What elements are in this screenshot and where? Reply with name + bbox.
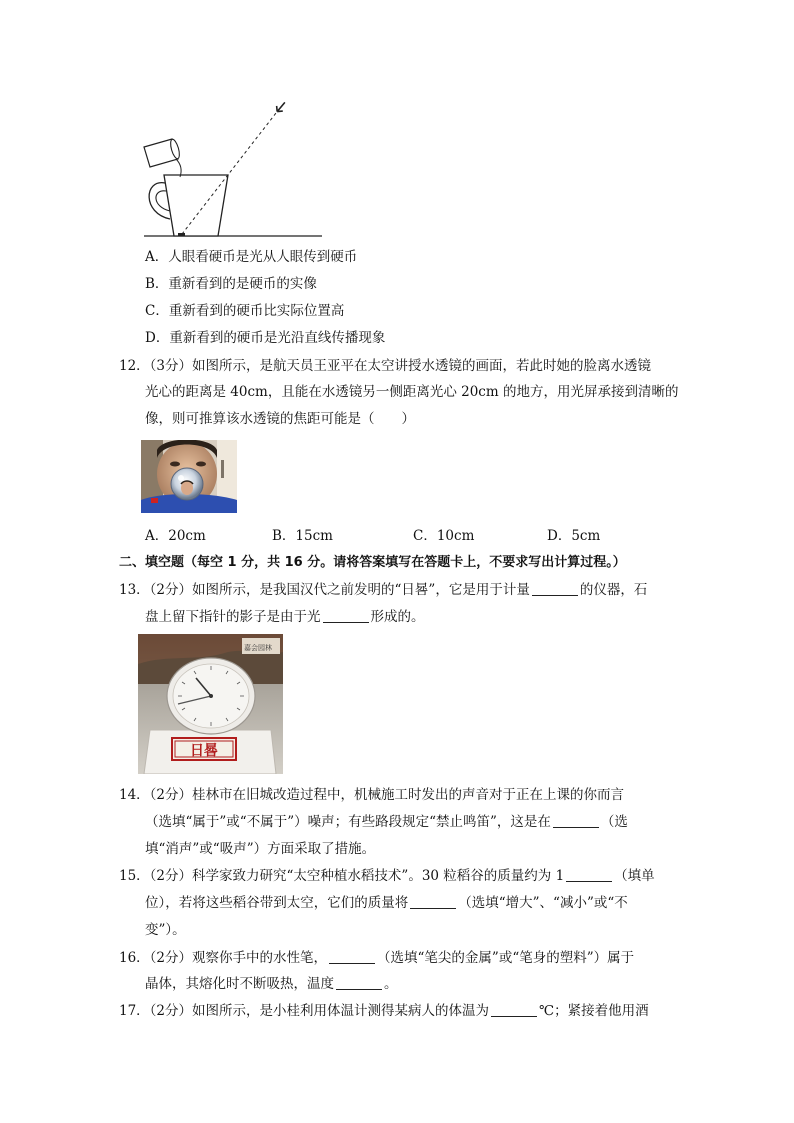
q13-blank-2 <box>323 608 369 623</box>
q11-option-a: A．人眼看硬币是光从人眼传到硬币 <box>145 249 358 265</box>
q16-text-1a: 16．（2分）观察你手中的水性笔， <box>119 950 328 966</box>
q13-text-2a: 盘上留下指针的影子是由于光 <box>145 609 321 625</box>
q13-text-2b: 形成的。 <box>370 609 425 625</box>
q15-text-2a: 位），若将这些稻谷带到太空，它们的质量将 <box>145 895 409 911</box>
q12-line-3: 像，则可推算该水透镜的焦距可能是（ ） <box>145 411 415 427</box>
q13-text-1b: 的仪器，石 <box>579 582 648 598</box>
q12-option-a: A．20cm <box>145 528 206 544</box>
q15-blank-2 <box>410 894 456 909</box>
q17-text-1a: 17．（2分）如图所示，是小桂利用体温计测得某病人的体温为 <box>119 1003 490 1019</box>
q16-text-1b: （选填“笔尖的金属”或“笔身的塑料”）属于 <box>377 950 635 966</box>
q13-blank-1 <box>532 581 578 596</box>
q16-blank-2 <box>336 975 382 990</box>
q12-line-1: 12．（3分）如图所示，是航天员王亚平在太空讲授水透镜的画面，若此时她的脸离水透镜 <box>119 358 652 374</box>
q13-line-2 <box>145 607 425 627</box>
q13-line-1 <box>119 580 647 600</box>
q17-line-1 <box>119 1001 649 1021</box>
q11-option-c: C．重新看到的硬币比实际位置高 <box>145 303 345 319</box>
q13-text-1a: 13．（2分）如图所示，是我国汉代之前发明的“日晷”，它是用于计量 <box>119 582 530 598</box>
q15-line-3: 变”）。 <box>145 922 186 938</box>
q16-text-2b: 。 <box>384 976 398 992</box>
cup-coin-diagram <box>138 95 328 240</box>
q15-text-2b: （选填“增大”、“减小”或“不 <box>458 895 628 911</box>
q12-option-c: C．10cm <box>413 528 475 544</box>
q16-line-2 <box>145 974 398 994</box>
q12-option-b: B．15cm <box>272 528 333 544</box>
q11-option-b: B．重新看到的是硬币的实像 <box>145 276 317 292</box>
q15-text-1b: （填单 <box>614 868 655 884</box>
q14-blank-1 <box>553 813 599 828</box>
q17-blank-1 <box>491 1002 537 1017</box>
q15-text-1a: 15．（2分）科学家致力研究“太空种植水稻技术”。30 粒稻谷的质量约为 1 <box>119 868 565 884</box>
q12-line-2: 光心的距离是 40cm，且能在水透镜另一侧距离光心 20cm 的地方，用光屏承接到清晰的 <box>145 384 679 400</box>
q15-line-1 <box>119 866 655 886</box>
water-lens-photo <box>141 440 237 513</box>
q11-option-d: D．重新看到的硬币是光沿直线传播现象 <box>145 330 386 346</box>
q14-text-2b: （选 <box>600 814 628 830</box>
q14-line-2 <box>145 812 628 832</box>
q16-line-1 <box>119 948 634 968</box>
section-heading: 二、填空题（每空 1 分，共 16 分。请将答案填写在答题卡上，不要求写出计算过程。） <box>119 555 626 570</box>
sundial-sign-text: 嘉会园林 <box>244 644 272 652</box>
q14-text-2a: （选填“属于”或“不属于”）噪声；有些路段规定“禁止鸣笛”，这是在 <box>145 814 551 830</box>
sundial-photo <box>138 634 283 774</box>
q15-blank-1 <box>566 867 612 882</box>
q16-blank-1 <box>329 949 375 964</box>
q15-line-2 <box>145 893 628 913</box>
sundial-plaque-text: 日晷 <box>190 743 218 759</box>
q14-line-3: 填“消声”或“吸声”）方面采取了措施。 <box>145 841 376 857</box>
q17-text-1b: ℃；紧接着他用酒 <box>539 1003 649 1019</box>
q16-text-2a: 晶体，其熔化时不断吸热，温度 <box>145 976 334 992</box>
q14-line-1: 14．（2分）桂林市在旧城改造过程中，机械施工时发出的声音对于正在上课的你而言 <box>119 787 625 803</box>
q12-option-d: D．5cm <box>547 528 601 544</box>
